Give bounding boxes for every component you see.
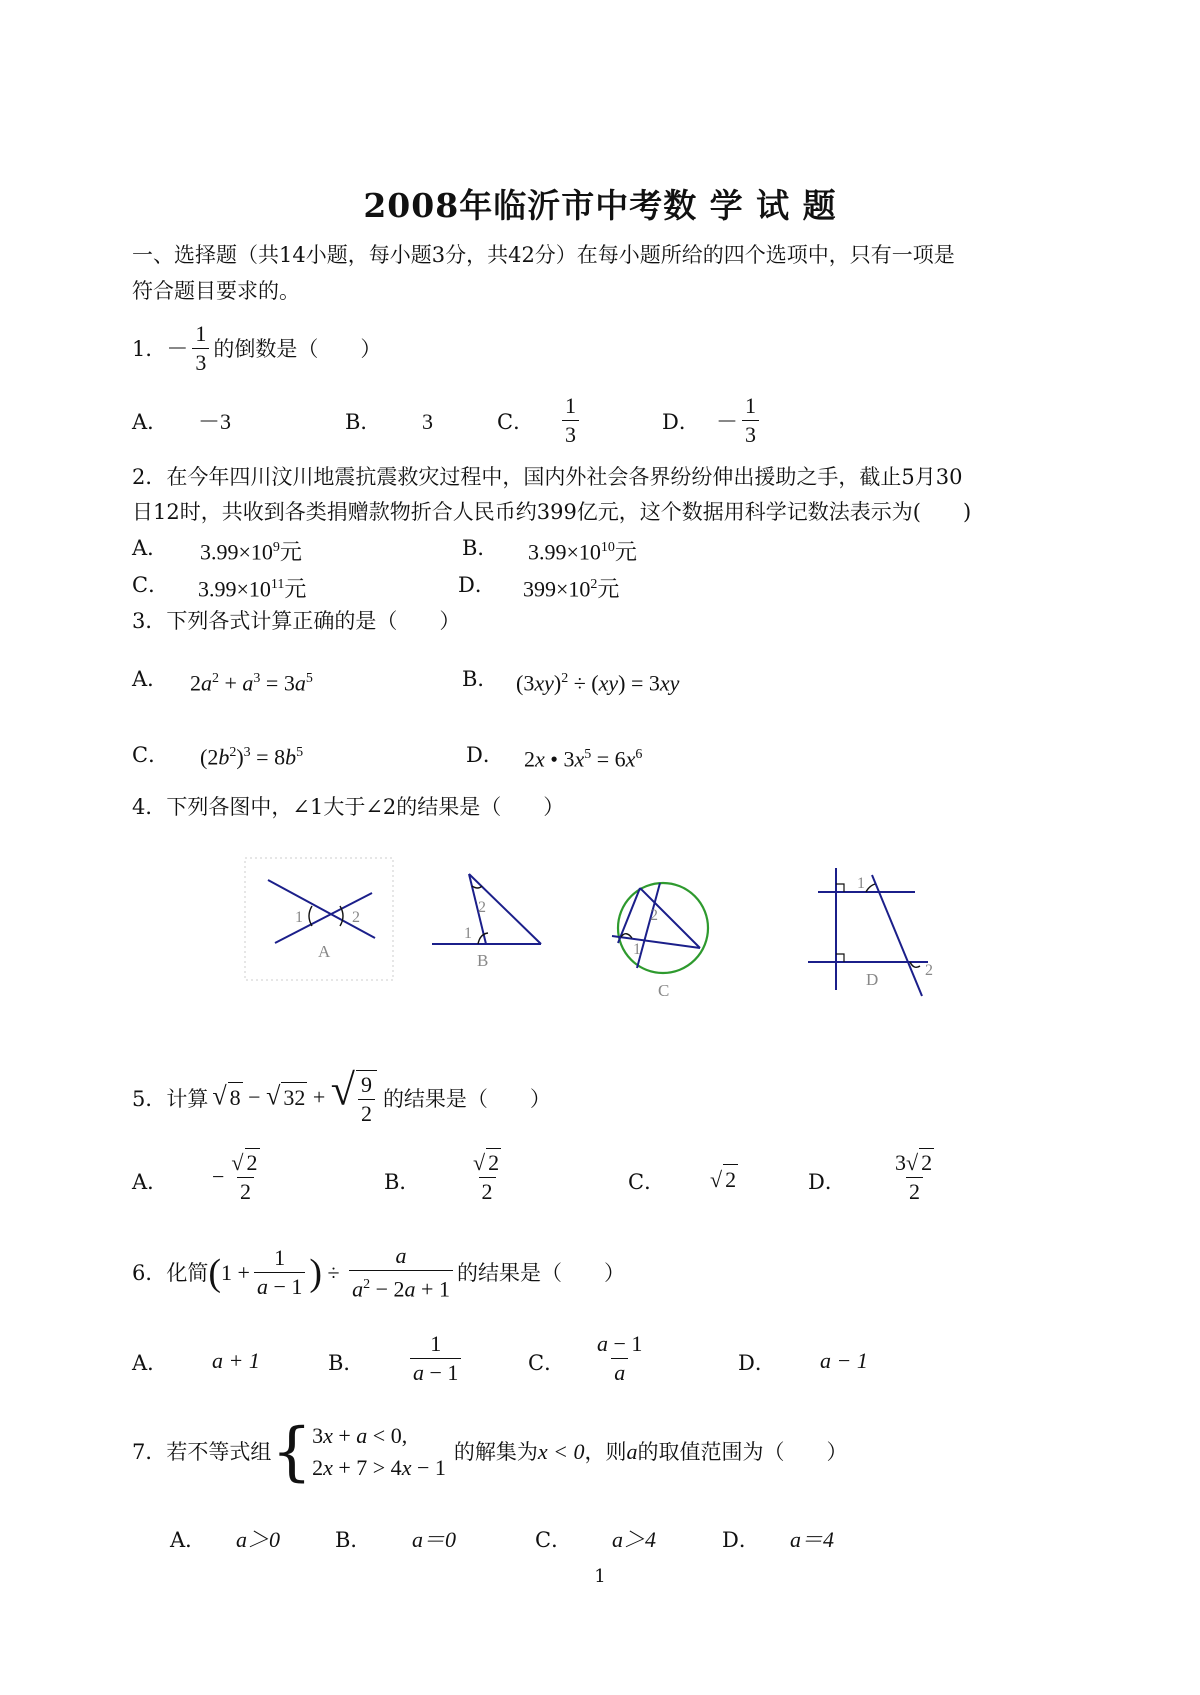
q2-a-value bbox=[200, 533, 302, 567]
figure-a bbox=[245, 858, 393, 980]
q2-b-label: B． bbox=[462, 536, 499, 560]
q6-number: 6．化简 bbox=[132, 1260, 209, 1285]
q6-c-label: C． bbox=[528, 1351, 566, 1375]
q7-b-label: B． bbox=[335, 1528, 372, 1552]
q2-c-base: 3.99×10 bbox=[198, 576, 271, 602]
q5-d-value: $\frac{3√ 2}{2}$ bbox=[895, 1150, 933, 1204]
fig-c-angle1: 1 bbox=[633, 941, 641, 958]
q7-d-label: D． bbox=[722, 1528, 760, 1552]
q2-d-label: D． bbox=[458, 573, 496, 597]
q2-d-base: 399×10 bbox=[523, 576, 591, 602]
q3-a-expression: $2a^2 + a^3 = 3a^5$ bbox=[190, 670, 313, 696]
q6-b-value: $\frac{1}{a - 1}$ bbox=[406, 1330, 465, 1387]
q2-a-unit: 元 bbox=[279, 539, 302, 565]
question-1 bbox=[132, 320, 381, 377]
q7-text1: 的解集为 bbox=[453, 1440, 538, 1464]
fig-b-angle1: 1 bbox=[464, 925, 472, 942]
q3-a-label: A． bbox=[132, 667, 169, 691]
fig-b-label: B bbox=[477, 951, 489, 970]
q7-c-value: a＞4 bbox=[612, 1527, 657, 1552]
q7-b-value: a＝0 bbox=[412, 1527, 457, 1552]
q5-a-label: A． bbox=[132, 1170, 169, 1194]
q5-c-value: √ 2 bbox=[710, 1164, 738, 1195]
fig-d-angle2: 2 bbox=[925, 962, 933, 979]
q6-b-label: B． bbox=[328, 1351, 365, 1375]
q1-b-label: B． bbox=[345, 410, 382, 434]
q3-c-label: C． bbox=[132, 743, 170, 767]
fig-a-angle1: 1 bbox=[295, 909, 303, 926]
q6-d-label: D． bbox=[738, 1351, 776, 1375]
q2-d-unit: 元 bbox=[597, 576, 620, 602]
q7-a-label: A． bbox=[170, 1528, 207, 1552]
q3-b-expression: $(3xy)^2 \div (xy) = 3xy$ bbox=[516, 670, 680, 696]
q1-b-value: 3 bbox=[422, 409, 433, 434]
q2-b-base: 3.99×10 bbox=[528, 539, 601, 565]
q7-text2: ，则 bbox=[584, 1440, 627, 1464]
q7-c-label: C． bbox=[535, 1528, 573, 1552]
q3-b-label: B． bbox=[462, 667, 499, 691]
q1-frac-den: 3 bbox=[192, 348, 209, 377]
q7-condition: x < 0 bbox=[537, 1439, 585, 1464]
q1-d-num: 1 bbox=[745, 393, 757, 418]
q5-c-label: C． bbox=[628, 1170, 666, 1194]
page-number: 1 bbox=[594, 1566, 606, 1587]
fig-b-angle2: 2 bbox=[478, 899, 486, 916]
fig-d-label: D bbox=[866, 970, 879, 989]
question-6 bbox=[132, 1242, 625, 1303]
q5-d-label: D． bbox=[808, 1170, 846, 1194]
q7-system: 3x + a < 0, 2x + 7 > 4x − 1 bbox=[312, 1423, 446, 1480]
q2-b-exp: 10 bbox=[600, 540, 615, 555]
q2-a-base: 3.99×10 bbox=[200, 539, 273, 565]
q1-c-den: 3 bbox=[562, 420, 579, 449]
q4-figures bbox=[0, 850, 1200, 1010]
q2-c-value bbox=[198, 570, 306, 604]
fig-d-angle1: 1 bbox=[857, 875, 865, 892]
q6-c-value: $\frac{a - 1}{a}$ bbox=[597, 1331, 643, 1385]
fig-a-angle2: 2 bbox=[352, 909, 360, 926]
q1-c-fraction bbox=[558, 392, 583, 449]
q1-number: 1． bbox=[132, 336, 167, 361]
q7-variable: a bbox=[626, 1439, 638, 1464]
q1-c-label: C． bbox=[497, 410, 535, 434]
q1-d-value bbox=[716, 392, 763, 449]
fig-c-angle2: 2 bbox=[650, 907, 658, 924]
page-title: 2008年临沂市中考数 学 试 题 bbox=[363, 186, 837, 225]
section-instructions-line1: 一、选择题（共14小题，每小题3分，共42分）在每小题所给的四个选项中，只有一项是 bbox=[132, 243, 955, 267]
q5-b-label: B． bbox=[384, 1170, 421, 1194]
q5-expression: √ 8 − √ 32 + √ $\frac{9}{2}$ bbox=[212, 1070, 377, 1128]
q5-a-value: − $\frac{√ 2}{2}$ bbox=[212, 1150, 258, 1204]
q1-fraction bbox=[192, 320, 209, 377]
q5-text: 的结果是（ ） bbox=[382, 1087, 551, 1111]
q6-a-value: a + 1 bbox=[212, 1348, 260, 1373]
q2-c-exp: 11 bbox=[270, 577, 285, 592]
q1-d-den: 3 bbox=[742, 420, 759, 449]
q1-text: 的倒数是（ ） bbox=[213, 336, 382, 361]
q1-minus: － bbox=[166, 335, 189, 361]
q7-d-value: a＝4 bbox=[790, 1527, 835, 1552]
q2-b-unit: 元 bbox=[614, 539, 637, 565]
q2-b-value bbox=[528, 533, 637, 567]
figure-c bbox=[612, 883, 708, 1000]
q5-b-value: $\frac{√ 2}{2}$ bbox=[473, 1150, 500, 1204]
q1-a-label: A． bbox=[132, 410, 169, 434]
section-instructions-line2: 符合题目要求的。 bbox=[132, 279, 300, 303]
q2-line1: 2．在今年四川汶川地震抗震救灾过程中，国内外社会各界纷纷伸出援助之手，截止5月30 bbox=[132, 465, 963, 489]
q2-line2: 日12时，共收到各类捐赠款物折合人民币约399亿元，这个数据用科学记数法表示为( ) bbox=[132, 500, 972, 524]
q3-c-expression: $(2b^2)^3 = 8b^5$ bbox=[200, 744, 304, 770]
q2-a-exp: 9 bbox=[272, 540, 280, 555]
q3-d-expression: 2x • $3x^5 = 6x^6$ bbox=[524, 746, 643, 772]
q6-expression: ( 1 + $\frac{1}{a - 1}$ ) ÷ $\frac{a}{a^2 - 2a + 1}$ bbox=[208, 1242, 457, 1303]
q7-brace: { bbox=[271, 1415, 313, 1489]
fig-a-label: A bbox=[318, 942, 331, 961]
q1-c-num: 1 bbox=[565, 393, 576, 418]
q2-c-label: C． bbox=[132, 573, 170, 597]
q1-d-minus: － bbox=[716, 409, 739, 434]
q7-number: 7．若不等式组 bbox=[132, 1440, 272, 1464]
q5-number: 5．计算 bbox=[132, 1087, 209, 1111]
q3-d-label: D． bbox=[466, 743, 504, 767]
figure-b bbox=[432, 874, 541, 970]
figure-d bbox=[808, 868, 933, 996]
q1-d-label: D． bbox=[662, 410, 700, 434]
q2-d-value bbox=[523, 570, 619, 604]
q6-a-label: A． bbox=[132, 1351, 169, 1375]
question-7 bbox=[132, 1415, 848, 1489]
q2-c-unit: 元 bbox=[284, 576, 307, 602]
q4-text: 4．下列各图中，∠1大于∠2的结果是（ ） bbox=[132, 795, 565, 819]
q7-a-value: a＞0 bbox=[236, 1527, 281, 1552]
q2-a-label: A． bbox=[132, 536, 169, 560]
fig-c-label: C bbox=[658, 981, 670, 1000]
q2-d-exp: 2 bbox=[590, 577, 598, 592]
q7-text3: 的取值范围为（ ） bbox=[637, 1440, 848, 1464]
q3-text: 3．下列各式计算正确的是（ ） bbox=[132, 609, 461, 633]
q6-d-value: a − 1 bbox=[820, 1348, 868, 1373]
q1-frac-num: 1 bbox=[195, 321, 207, 346]
question-5 bbox=[132, 1065, 551, 1128]
q6-text: 的结果是（ ） bbox=[456, 1260, 625, 1285]
q1-a-value: －3 bbox=[198, 409, 232, 434]
